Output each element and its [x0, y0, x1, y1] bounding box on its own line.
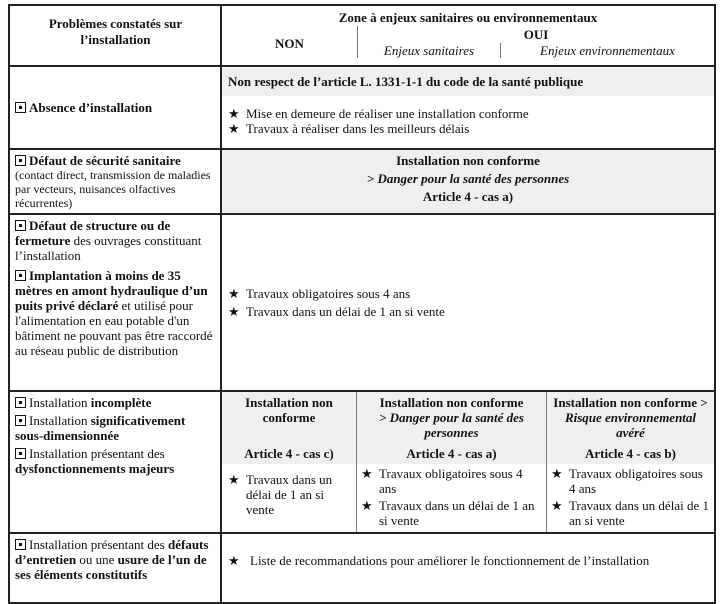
- checkbox-icon: [15, 102, 26, 113]
- row5-problem: Installation présentant des défauts d’entretien ou une usure de l’un de ses éléments constitutifs: [15, 537, 209, 582]
- row1-verdict: Non respect de l’article L. 1331-1-1 du code de la santé publique: [222, 68, 714, 96]
- header-enjeux-environnementaux: Enjeux environnementaux: [540, 43, 675, 58]
- row4-env-actions: ★ Travaux obligatoires sous 4 ans ★ Travaux dans un délai de 1 an si vente: [551, 466, 709, 528]
- row3-actions: ★ Travaux obligatoires sous 4 ans ★ Travaux dans un délai de 1 an si vente: [228, 285, 445, 319]
- row4-env-verdict: Installation non conforme > Risque environnemental avéré Article 4 - cas b): [547, 392, 714, 464]
- header-oui: OUI: [523, 27, 549, 42]
- row1-actions: ★ Mise en demeure de réaliser une installation conforme ★ Travaux à réaliser dans les meilleurs délais: [228, 106, 529, 136]
- diagnosis-table: [8, 4, 716, 604]
- star-icon: ★: [361, 466, 373, 481]
- row-non-conforme: [10, 392, 714, 534]
- row2-problem: Défaut de sécurité sanitaire (contact direct, transmission de maladies par vecteurs, nuisances olfactives récurrentes): [15, 153, 211, 210]
- star-icon: ★: [551, 466, 563, 481]
- star-icon: ★: [228, 553, 240, 568]
- row2-verdict: Installation non conforme > Danger pour la santé des personnes Article 4 - cas a): [222, 150, 714, 213]
- checkbox-icon: [15, 270, 26, 281]
- header-non: NON: [275, 36, 304, 51]
- row4-non-action: ★ Travaux dans un délai de 1 an si vente: [228, 472, 333, 517]
- header-row: [10, 6, 714, 67]
- checkbox-icon: [15, 397, 26, 408]
- checkbox-icon: [15, 155, 26, 166]
- row4-sanitaires-actions: ★ Travaux obligatoires sous 4 ans ★ Travaux dans un délai de 1 an si vente: [361, 466, 535, 528]
- row-absence: [10, 67, 714, 150]
- checkbox-icon: [15, 415, 26, 426]
- row-securite-sanitaire: [10, 150, 714, 215]
- star-icon: ★: [228, 106, 240, 121]
- header-zone-cell: [222, 6, 714, 65]
- header-zone: Zone à enjeux sanitaires ou environnementaux: [338, 10, 598, 25]
- row-structure-implantation: [10, 215, 714, 392]
- row5-action: ★ Liste de recommandations pour améliorer le fonctionnement de l’installation: [228, 553, 650, 568]
- star-icon: ★: [228, 303, 240, 319]
- checkbox-icon: [15, 220, 26, 231]
- star-icon: ★: [551, 498, 563, 513]
- row3-problems: Défaut de structure ou de fermeture des ouvrages constituant l’installation Implantation à moins de 35 mètres en amont hydraulique d’un puits privé déclaré et utilisé pour l'alimentation en eau potable d'un bâtiment ne pouvant pas être raccordé au réseau public de distribution: [15, 218, 213, 358]
- star-icon: ★: [361, 498, 373, 513]
- star-icon: ★: [228, 121, 240, 136]
- header-problems: Problèmes constatés sur l’installation: [48, 16, 183, 47]
- checkbox-icon: [15, 448, 26, 459]
- star-icon: ★: [228, 472, 240, 487]
- row-entretien: [10, 534, 714, 602]
- star-icon: ★: [228, 285, 240, 301]
- row4-sanitaires-verdict: Installation non conforme > Danger pour la santé des personnes Article 4 - cas a): [357, 392, 546, 464]
- row1-problem: Absence d’installation: [10, 67, 220, 148]
- checkbox-icon: [15, 539, 26, 550]
- row4-problems: Installation incomplète Installation significativement sous-dimensionnée Installation présentant des dysfonctionnements majeurs: [15, 395, 186, 476]
- header-enjeux-sanitaires: Enjeux sanitaires: [383, 43, 475, 58]
- row4-non-verdict: Installation non conforme Article 4 - cas c): [222, 392, 356, 464]
